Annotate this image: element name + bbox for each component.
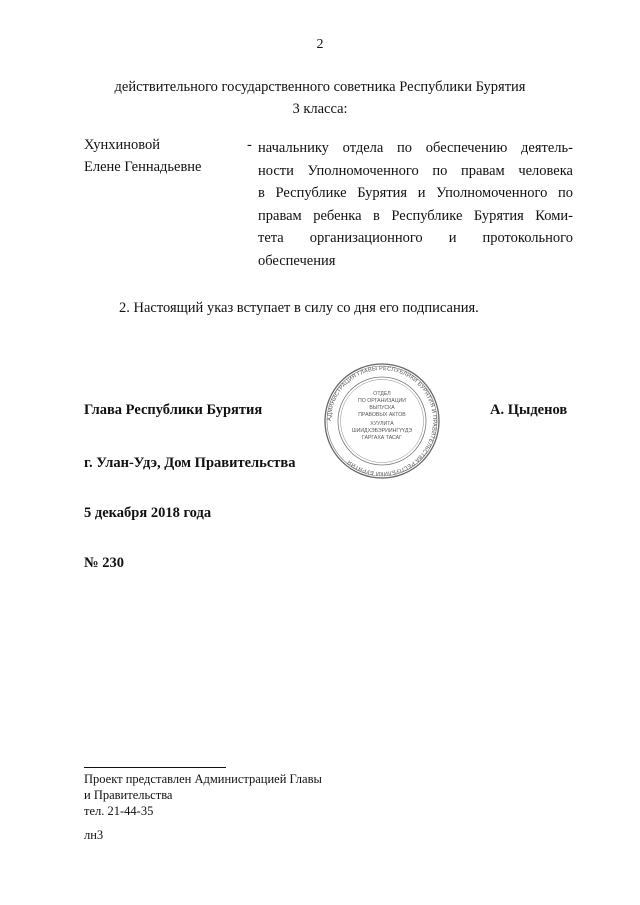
appointee-given-names: Елене Геннадьевне: [84, 159, 202, 175]
footer-phone: тел. 21-44-35: [84, 804, 154, 818]
signature-name: А. Цыденов: [490, 402, 568, 418]
position-line: обеспечения: [258, 252, 336, 269]
position-line: в Республике Бурятия и Уполномоченного по: [258, 185, 573, 201]
appointee-dash: -: [247, 137, 252, 153]
footer-divider: [84, 767, 226, 768]
signature-title: Глава Республики Бурятия: [84, 402, 263, 418]
heading-line-1: действительного государственного советника Республики Бурятия: [114, 79, 526, 95]
appointee-surname: Хунхиновой: [84, 137, 160, 153]
seal-inner-line: ОТДЕЛ: [373, 391, 391, 397]
seal-inner-line: ПРАВОВЫХ АКТОВ: [358, 412, 406, 418]
decree-number: № 230: [84, 555, 124, 571]
seal-inner-line: ГАРГАХА ТАСАГ: [362, 435, 402, 441]
seal-inner-line: ПО ОРГАНИЗАЦИИ: [358, 398, 406, 404]
position-line: тета организационного и протокольного: [258, 230, 573, 246]
clause-2: 2. Настоящий указ вступает в силу со дня его подписания.: [119, 300, 479, 316]
seal-graphic: [322, 362, 442, 480]
position-line: правам ребенка в Республике Бурятия Коми-: [258, 207, 573, 224]
signing-date: 5 декабря 2018 года: [84, 505, 212, 521]
official-seal: [322, 362, 442, 480]
position-line: ности Уполномоченного по правам человека: [258, 162, 573, 179]
seal-inner-line: ШИИДХЭБЭРИИНГҮҮДЭ: [351, 428, 413, 434]
signing-place: г. Улан-Удэ, Дом Правительства: [84, 455, 296, 471]
footer-code: лн3: [84, 828, 104, 842]
seal-inner-line: ХУУЛИТА: [370, 421, 394, 427]
footer-line-2: и Правительства: [84, 788, 173, 802]
page-number: 2: [316, 37, 324, 52]
appointee-position: [258, 137, 573, 272]
heading-line-2: 3 класса:: [292, 101, 348, 117]
footer-line-1: Проект представлен Администрацией Главы: [84, 772, 322, 786]
seal-inner-line: ВЫПУСКА: [369, 405, 395, 411]
position-line: начальнику отдела по обеспечению деятель-: [258, 140, 573, 156]
seal-outer-text: АДМИНИСТРАЦИЯ ГЛАВЫ РЕСПУБЛИКИ БУРЯТИЯ И ПРАВИТЕЛЬСТВА РЕСПУБЛИКИ БУРЯТИЯ: [326, 365, 438, 477]
